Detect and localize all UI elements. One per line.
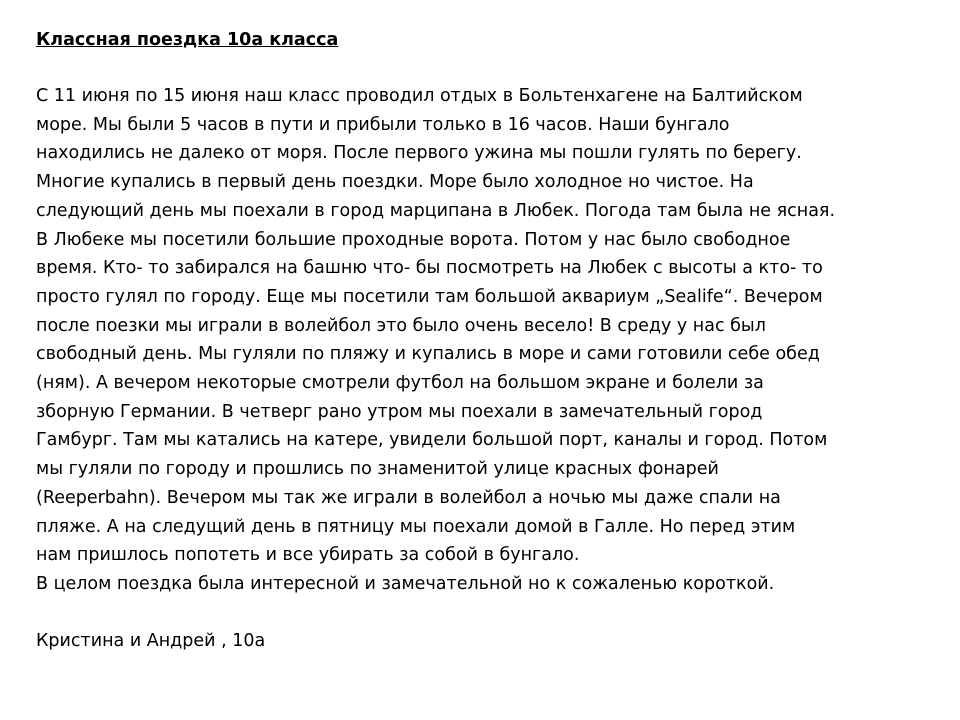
body-line: В целом поездка была интересной и замечательной но к сожаленью короткой. [36,573,775,594]
body-line: С 11 июня по 15 июня наш класс проводил отдых в Больтенхагене на Балтийском [36,86,803,106]
body-line: просто гулял по городу. Еще мы посетили там большой аквариум „Sealife“. Вечером [36,286,823,307]
body-line: время. Кто- то забирался на башню что- бы посмотреть на Любек с высоты а кто- то [36,258,823,279]
body-line: пляже. А на следущий день в пятницу мы поехали домой в Галле. Но перед этим [36,516,796,537]
body-line: следующий день мы поехали в город марципана в Любек. Погода там была не ясная. [36,200,836,221]
signature: Кристина и Андрей , 10а [36,630,266,651]
body-line: Многие купались в первый день поездки. Море было холодное но чистое. На [36,172,754,193]
document-title: Классная поездка 10а класса [36,30,339,50]
body-line: В Любеке мы посетили большие проходные ворота. Потом у нас было свободное [36,229,791,250]
body-line: свободный день. Мы гуляли по пляжу и купались в море и сами готовили себе обед [36,344,820,365]
body-line: нам пришлось попотеть и все убирать за собой в бунгало. [36,545,580,566]
body-line: мы гуляли по городу и прошлись по знаменитой улице красных фонарей [36,459,719,480]
body-line: (Reeperbahn). Вечером мы так же играли в волейбол а ночью мы даже спали на [36,487,781,508]
body-line: (ням). А вечером некоторые смотрели футбол на большом экране и болели за [36,373,764,394]
body-line: зборную Германии. В четверг рано утром мы поехали в замечательный город [36,401,763,422]
body-line: море. Мы были 5 часов в пути и прибыли только в 16 часов. Наши бунгало [36,114,730,135]
body-line: находились не далеко от моря. После первого ужина мы пошли гулять по берегу. [36,143,802,164]
spacer [36,599,936,627]
document-body [36,82,936,599]
body-line: после поезки мы играли в волейбол это было очень весело! В среду у нас был [36,315,766,336]
document [36,26,936,655]
body-line: Гамбург. Там мы катались на катере, увидели большой порт, каналы и город. Потом [36,430,828,451]
spacer [36,54,936,82]
